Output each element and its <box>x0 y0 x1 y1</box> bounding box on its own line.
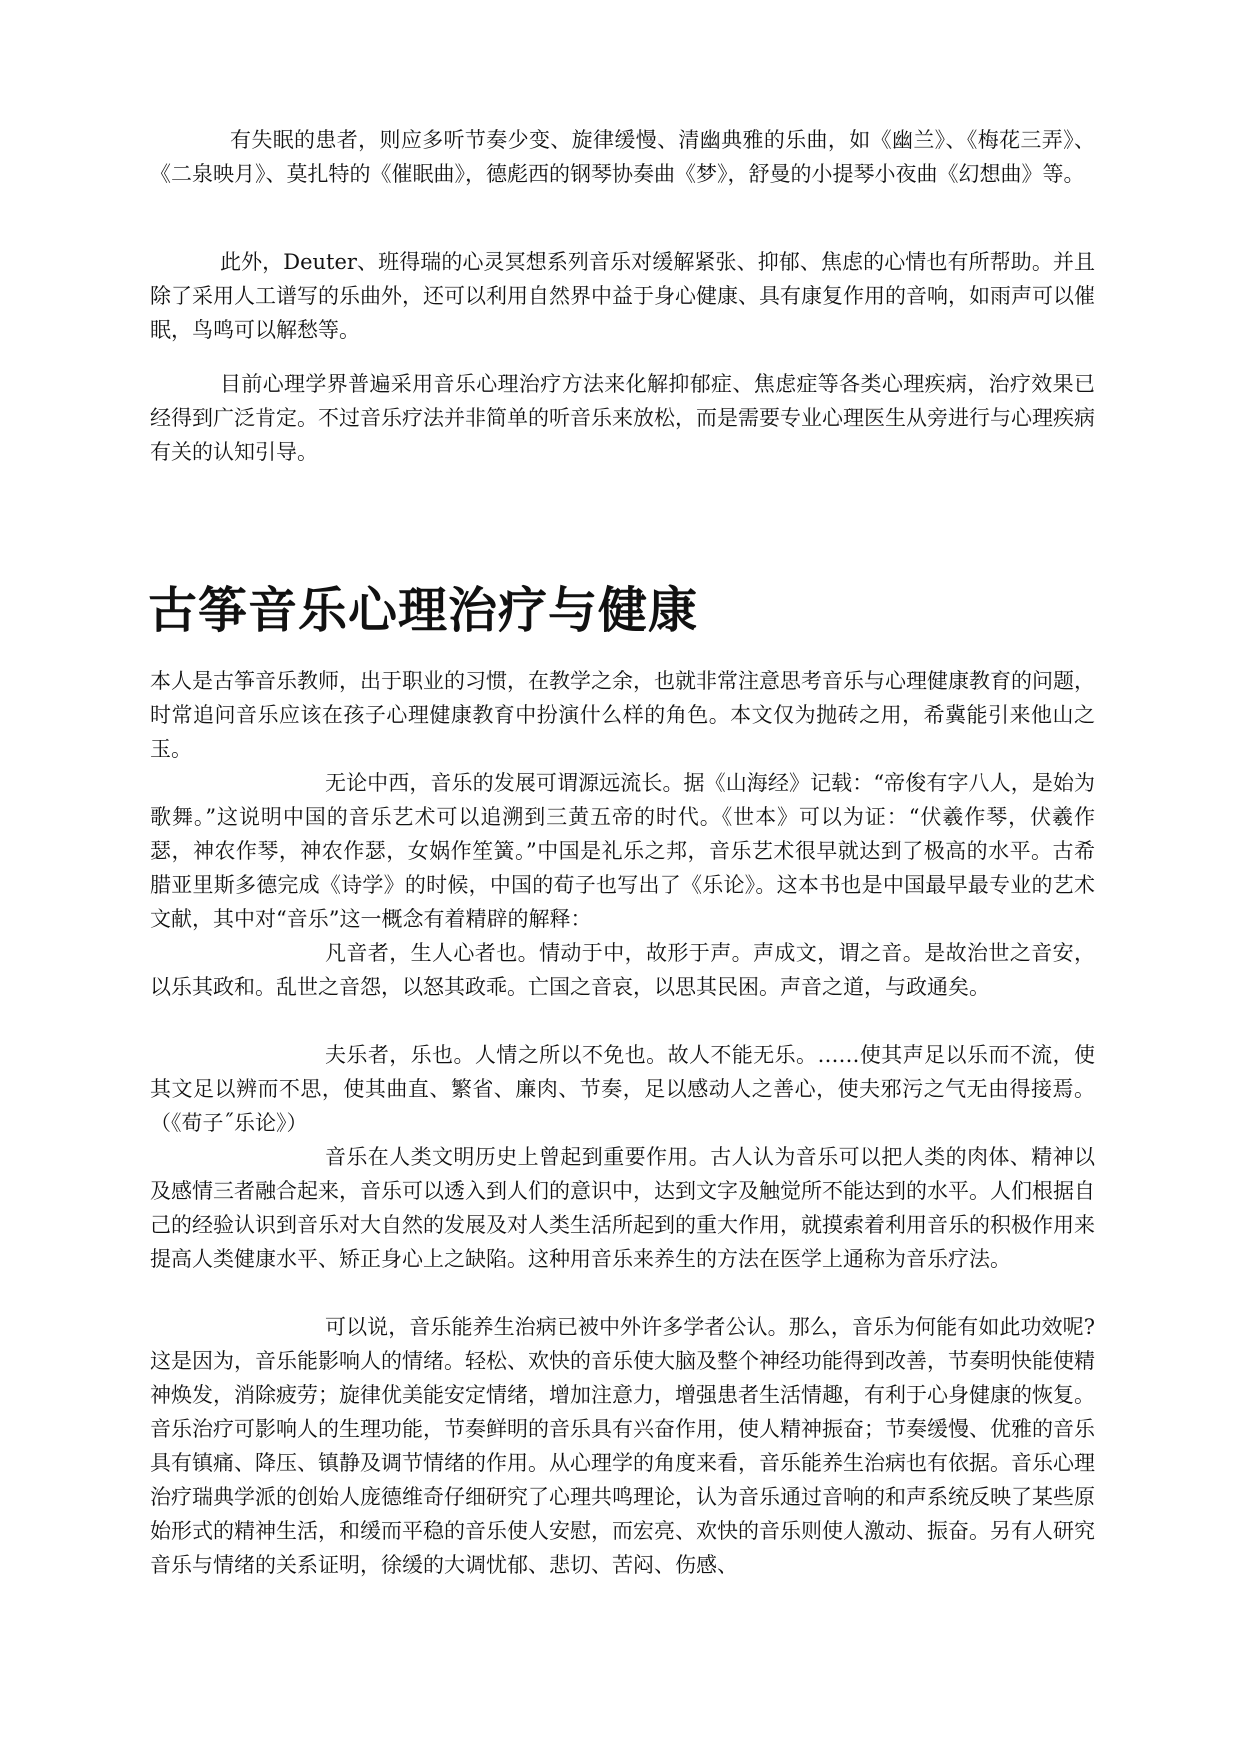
meditation-music-paragraph: 此外，Deuter、班得瑞的心灵冥想系列音乐对缓解紧张、抑郁、焦虑的心情也有所帮助。并且除了采用人工谱写的乐曲外，还可以利用自然界中益于身心健康、具有康复作用的音响，如雨声可以催眠，鸟鸣可以解愁等。 <box>150 250 1095 342</box>
music-history-paragraph: 无论中西，音乐的发展可谓源远流长。据《山海经》记载：“帝俊有字八人，是始为歌舞。”这说明中国的音乐艺术可以追溯到三黄五帝的时代。《世本》可以为证：“伏羲作琴，伏羲作瑟，神农作琴，神农作瑟，女娲作笙簧。”中国是礼乐之邦，音乐艺术很早就达到了极高的水平。古希腊亚里斯多德完成《诗学》的时候，中国的荀子也写出了《乐论》。这本书也是中国最早最专业的艺术文献，其中对“音乐”这一概念有着精辟的解释： <box>150 771 1095 931</box>
xunzi-quote-one: 凡音者，生人心者也。情动于中，故形于声。声成文，谓之音。是故治世之音安，以乐其政和。乱世之音怨，以怒其政乖。亡国之音哀，以思其民困。声音之道，与政通矣。 <box>150 941 1095 999</box>
music-effects-paragraph: 可以说，音乐能养生治病已被中外许多学者公认。那么，音乐为何能有如此功效呢?这是因为，音乐能影响人的情绪。轻松、欢快的音乐使大脑及整个神经功能得到改善，节奏明快能使精神焕发，消除疲劳；旋律优美能安定情绪，增加注意力，增强患者生活情趣，有利于心身健康的恢复。音乐治疗可影响人的生理功能，节奏鲜明的音乐具有兴奋作用，使人精神振奋；节奏缓慢、优雅的音乐具有镇痛、降压、镇静及调节情绪的作用。从心理学的角度来看，音乐能养生治病也有依据。音乐心理治疗瑞典学派的创始人庞德维奇仔细研究了心理共鸣理论，认为音乐通过音响的和声系统反映了某些原始形式的精神生活，和缓而平稳的音乐使人安慰，而宏亮、欢快的音乐则使人激动、振奋。另有人研究音乐与情绪的关系证明，徐缓的大调忧郁、悲切、苦闷、伤感、 <box>150 1315 1095 1577</box>
author-intro-paragraph: 本人是古筝音乐教师，出于职业的习惯，在教学之余，也就非常注意思考音乐与心理健康教育的问题，时常追问音乐应该在孩子心理健康教育中扮演什么样的角色。本文仅为抛砖之用，希冀能引来他山之玉。 <box>150 669 1095 761</box>
music-therapy-history-paragraph: 音乐在人类文明历史上曾起到重要作用。古人认为音乐可以把人类的肉体、精神以及感情三者融合起来，音乐可以透入到人们的意识中，达到文字及触觉所不能达到的水平。人们根据自己的经验认识到音乐对大自然的发展及对人类生活所起到的重大作用，就摸索着利用音乐的积极作用来提高人类健康水平、矫正身心上之缺陷。这种用音乐来养生的方法在医学上通称为音乐疗法。 <box>150 1145 1095 1271</box>
xunzi-quote-two: 夫乐者，乐也。人情之所以不免也。故人不能无乐。……使其声足以乐而不流，使其文足以辨而不思，使其曲直、繁省、廉肉、节奏，足以感动人之善心，使夫邪污之气无由得接焉。（《荀子˝乐论》） <box>150 1043 1095 1135</box>
psychology-field-paragraph: 目前心理学界普遍采用音乐心理治疗方法来化解抑郁症、焦虑症等各类心理疾病，治疗效果已经得到广泛肯定。不过音乐疗法并非简单的听音乐来放松，而是需要专业心理医生从旁进行与心理疾病有关的认知引导。 <box>150 372 1095 464</box>
insomnia-music-paragraph: 有失眠的患者，则应多听节奏少变、旋律缓慢、清幽典雅的乐曲，如《幽兰》、《梅花三弄》、《二泉映月》、莫扎特的《催眠曲》，德彪西的钢琴协奏曲《梦》，舒曼的小提琴小夜曲《幻想曲》等。 <box>150 128 1095 186</box>
article-title: 古筝音乐心理治疗与健康 <box>148 582 699 639</box>
